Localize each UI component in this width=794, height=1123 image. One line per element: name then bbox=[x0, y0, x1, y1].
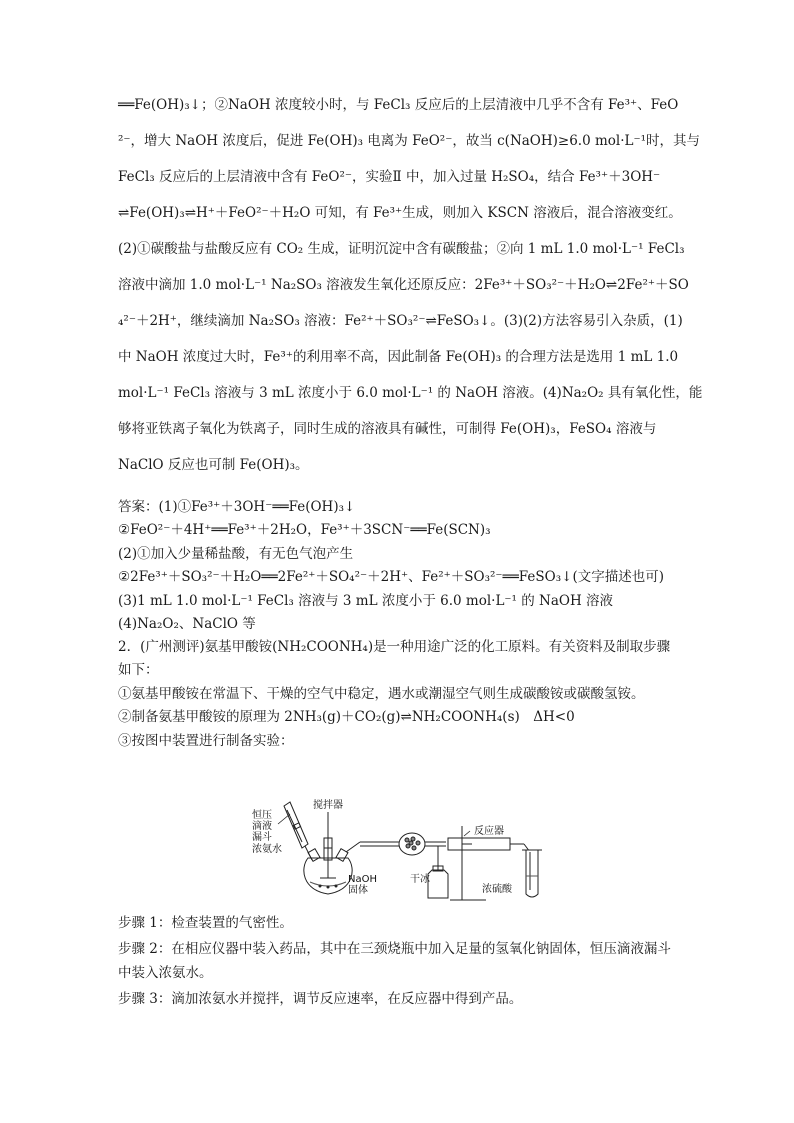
text-line: 够将亚铁离子氧化为铁离子，同时生成的溶液具有碱性，可制得 Fe(OH)₃，FeSO₄ 溶液与 bbox=[118, 421, 657, 437]
label-dry-ice: 干冰 bbox=[410, 874, 430, 885]
drying-tube bbox=[399, 833, 446, 855]
label-funnel: 恒压 bbox=[252, 810, 272, 821]
text-line: ²⁻，增大 NaOH 浓度后，促进 Fe(OH)₃ 电离为 FeO²⁻，故当 c(NaOH)≥6.0 mol·L⁻¹时，其与 bbox=[118, 133, 701, 149]
text-line: mol·L⁻¹ FeCl₃ 溶液与 3 mL 浓度小于 6.0 mol·L⁻¹ 的 NaOH 溶液。(4)Na₂O₂ 具有氧化性，能 bbox=[118, 385, 703, 401]
text-line: ⇌Fe(OH)₃⇌H⁺＋FeO²⁻＋H₂O 可知，有 Fe³⁺生成，则加入 KSCN 溶液后，混合溶液变红。 bbox=[118, 205, 682, 221]
step-item: 步骤 3：滴加浓氨水并搅拌，调节反应速率，在反应器中得到产品。 bbox=[118, 991, 523, 1008]
reactor bbox=[448, 838, 530, 852]
text-line: ₄²⁻＋2H⁺，继续滴加 Na₂SO₃ 溶液：Fe²⁺＋SO₃²⁻⇌FeSO₃↓。(3)(2)方法容易引入杂质，(1) bbox=[118, 313, 683, 329]
text-line: (2)①碳酸盐与盐酸反应有 CO₂ 生成，证明沉淀中含有碳酸盐；②向 1 mL 1.0 mol·L⁻¹ FeCl₃ bbox=[118, 241, 685, 257]
ring-stand bbox=[450, 826, 486, 900]
label-funnel: 浓氨水 bbox=[252, 844, 282, 855]
answer-line: (4)Na₂O₂、NaClO 等 bbox=[118, 616, 256, 633]
apparatus-svg bbox=[250, 796, 550, 908]
label-funnel: 漏斗 bbox=[252, 832, 272, 843]
text-line: ══Fe(OH)₃↓；②NaOH 浓度较小时，与 FeCl₃ 反应后的上层清液中几乎不含有 Fe³⁺、FeO bbox=[118, 97, 679, 113]
text-line: 中 NaOH 浓度过大时，Fe³⁺的利用率不高，因此制备 Fe(OH)₃ 的合理方法是选用 1 mL 1.0 bbox=[118, 349, 679, 365]
answer-line: ②2Fe³⁺＋SO₃²⁻＋H₂O══2Fe²⁺＋SO₄²⁻＋2H⁺、Fe²⁺＋SO₃²⁻══FeSO₃↓(文字描述也可) bbox=[118, 569, 664, 586]
dropping-funnel bbox=[284, 802, 312, 860]
answer-line: ②FeO²⁻＋4H⁺══Fe³⁺＋2H₂O，Fe³⁺＋3SCN⁻══Fe(SCN)₃ bbox=[118, 522, 491, 539]
info-item: ①氨基甲酸铵在常温下、干燥的空气中稳定，遇水或潮湿空气则生成碳酸铵或碳酸氢铵。 bbox=[118, 685, 645, 702]
apparatus-diagram bbox=[250, 796, 550, 908]
dry-ice-bottle bbox=[428, 846, 448, 898]
label-stirrer: 搅拌器 bbox=[313, 800, 343, 811]
label-naoh: 固体 bbox=[348, 885, 368, 896]
question-intro: 如下： bbox=[118, 662, 159, 679]
label-funnel: 滴液 bbox=[252, 821, 272, 832]
label-acid: 浓硫酸 bbox=[482, 884, 512, 895]
info-item: ②制备氨基甲酸铵的原理为 2NH₃(g)＋CO₂(g)⇌NH₂COONH₄(s) ΔH<0 bbox=[118, 709, 575, 726]
gas-tube bbox=[346, 842, 400, 852]
question-intro: 2．(广州测评)氨基甲酸铵(NH₂COONH₄)是一种用途广泛的化工原料。有关资料及制取步骤 bbox=[118, 639, 671, 655]
text-line: FeCl₃ 反应后的上层清液中含有 FeO²⁻，实验Ⅱ 中，加入过量 H₂SO₄，结合 Fe³⁺＋3OH⁻ bbox=[118, 169, 661, 185]
step-item: 步骤 2：在相应仪器中装入药品，其中在三颈烧瓶中加入足量的氢氧化钠固体，恒压滴液漏斗中装入浓氨水。 bbox=[118, 941, 671, 981]
info-item: ③按图中装置进行制备实验： bbox=[118, 732, 294, 749]
label-naoh: NaOH bbox=[348, 874, 377, 885]
step-item: 步骤 1：检查装置的气密性。 bbox=[118, 915, 293, 931]
analysis-paragraph bbox=[118, 87, 703, 483]
stirrer bbox=[320, 812, 336, 878]
label-reactor: 反应器 bbox=[474, 826, 504, 837]
steps-block bbox=[118, 912, 684, 1012]
answer-line: (2)①加入少量稀盐酸，有无色气泡产生 bbox=[118, 545, 354, 562]
text-line: 溶液中滴加 1.0 mol·L⁻¹ Na₂SO₃ 溶液发生氧化还原反应：2Fe³⁺＋SO₃²⁻＋H₂O⇌2Fe²⁺＋SO bbox=[118, 277, 689, 293]
question-2 bbox=[118, 636, 684, 753]
text-line: NaClO 反应也可制 Fe(OH)₃。 bbox=[118, 457, 309, 473]
leader-line bbox=[464, 831, 470, 836]
answer-block bbox=[118, 496, 684, 636]
answer-line: (3)1 mL 1.0 mol·L⁻¹ FeCl₃ 溶液与 3 mL 浓度小于 6.0 mol·L⁻¹ 的 NaOH 溶液 bbox=[118, 592, 614, 609]
acid-test-tube bbox=[522, 850, 542, 897]
answer-line: 答案：(1)①Fe³⁺＋3OH⁻══Fe(OH)₃↓ bbox=[118, 499, 356, 515]
